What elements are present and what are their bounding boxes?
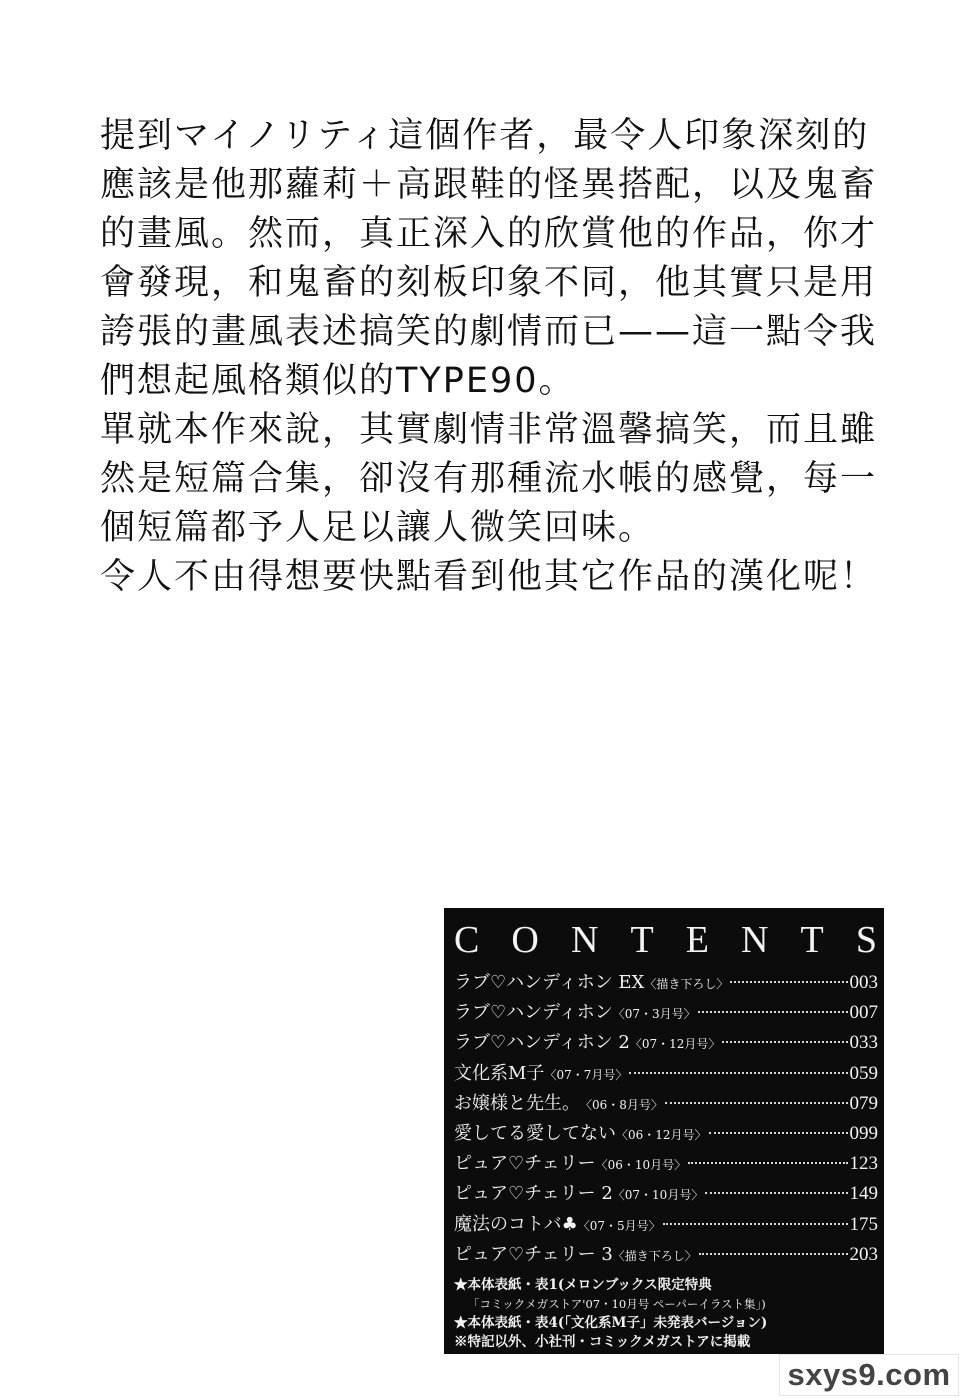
toc-issue: 〈07・10月号〉 [612, 1188, 704, 1203]
site-watermark: sxys9.com [779, 1354, 959, 1396]
toc-dot-leader [629, 1072, 847, 1074]
toc-dot-leader [698, 1011, 848, 1013]
toc-page-number: 033 [849, 1032, 878, 1054]
intro-line: 令人不由得想要快點看到他其它作品的漢化呢！ [100, 557, 878, 597]
toc-page-number: 007 [849, 1002, 878, 1024]
toc-dot-leader [663, 1223, 848, 1225]
toc-issue: 〈07・3月号〉 [612, 1007, 696, 1022]
toc-story-title: ラブ♡ハンディホン 2 [454, 1032, 630, 1054]
toc-page-number: 123 [849, 1153, 878, 1175]
toc-issue: 〈06・10月号〉 [595, 1158, 687, 1173]
toc-story-title: ピュア♡チェリー 3 [454, 1243, 613, 1265]
toc-dot-leader [730, 981, 847, 983]
intro-line: 的畫風。然而，真正深入的欣賞他的作品，你才 [100, 214, 878, 254]
contents-title-letter: T [800, 919, 825, 961]
toc-row [454, 1210, 878, 1240]
contents-box [444, 908, 884, 1354]
toc-story-title: ピュア♡チェリー 2 [454, 1183, 613, 1205]
toc-page-number: 175 [849, 1213, 878, 1235]
toc-issue: 〈描き下ろし〉 [612, 1248, 697, 1263]
toc-row [454, 1179, 878, 1209]
toc-row [454, 1089, 878, 1119]
cover-note: 「コミックメガストア'07・10月号 ペーパーイラスト集」) [468, 1296, 766, 1311]
toc-dot-leader [722, 1041, 847, 1043]
intro-line: 單就本作來說，其實劇情非常溫馨搞笑，而且雖 [100, 410, 878, 450]
toc-page-number: 149 [849, 1183, 878, 1205]
toc-page-number: 099 [849, 1122, 878, 1144]
toc-story-title: ラブ♡ハンディホン [454, 1002, 613, 1024]
toc-dot-leader [699, 1253, 848, 1255]
intro-line: 們想起風格類似的TYPE90。 [100, 361, 576, 401]
intro-line: 提到マイノリティ這個作者，最令人印象深刻的 [100, 116, 870, 156]
intro-line: 個短篇都予人足以讓人微笑回味。 [100, 508, 656, 548]
toc-row [454, 1149, 878, 1179]
toc-issue: 〈07・5月号〉 [577, 1218, 661, 1233]
toc-issue: 〈06・12月号〉 [616, 1127, 707, 1142]
contents-title-letter: O [511, 919, 540, 961]
toc-row [454, 968, 878, 998]
contents-title-letter: E [685, 919, 710, 961]
toc-page-number: 079 [849, 1092, 878, 1114]
cover-note: ★本体表紙・表1(メロンブックス限定特典 [454, 1276, 712, 1293]
toc-issue: 〈描き下ろし〉 [644, 977, 729, 991]
toc-row [454, 1240, 878, 1270]
intro-line: 然是短篇合集，卻沒有那種流水帳的感覺，每一 [100, 459, 878, 499]
contents-title-letter: S [855, 919, 878, 961]
toc-row [454, 1059, 878, 1089]
toc-issue: 〈07・12月号〉 [629, 1037, 721, 1052]
toc-dot-leader [665, 1102, 848, 1104]
contents-notes [454, 1276, 878, 1352]
toc-story-title: お嬢様と先生。 [454, 1092, 580, 1114]
publication-note: ※特記以外、小社刊・コミックメガストアに掲載 [454, 1333, 751, 1350]
toc-issue: 〈06・8月号〉 [580, 1097, 663, 1112]
toc-row [454, 1028, 878, 1058]
intro-line: 應該是他那蘿莉＋高跟鞋的怪異搭配，以及鬼畜 [100, 165, 878, 205]
contents-title-letter: C [454, 919, 481, 961]
toc-issue: 〈07・7月号〉 [544, 1067, 628, 1082]
cover-note: ★本体表紙・表4(「文化系M子」未発表バージョン) [454, 1314, 768, 1331]
intro-line: 會發現，和鬼畜的刻板印象不同，他其實只是用 [100, 263, 878, 303]
intro-text-block [100, 112, 880, 602]
toc-row [454, 1119, 878, 1149]
toc-dot-leader [705, 1192, 847, 1194]
contents-title-letter: T [630, 919, 655, 961]
toc-page-number: 003 [849, 972, 878, 993]
toc-story-title: ラブ♡ハンディホン EX [454, 972, 645, 993]
toc-story-title: 文化系M子 [454, 1062, 545, 1084]
toc-story-title: 愛してる愛してない [454, 1122, 616, 1144]
contents-title-letter: N [570, 919, 600, 961]
contents-title [454, 918, 878, 962]
contents-title-letter: N [741, 919, 770, 961]
intro-line: 誇張的畫風表述搞笑的劇情而已——這一點令我 [100, 312, 878, 352]
toc-page-number: 203 [849, 1243, 878, 1265]
toc-story-title: ピュア♡チェリー [454, 1153, 596, 1175]
toc-dot-leader [688, 1162, 847, 1164]
toc-row [454, 998, 878, 1028]
toc-story-title: 魔法のコトバ♣ [454, 1213, 578, 1235]
toc-dot-leader [709, 1132, 848, 1134]
toc-page-number: 059 [849, 1062, 878, 1084]
